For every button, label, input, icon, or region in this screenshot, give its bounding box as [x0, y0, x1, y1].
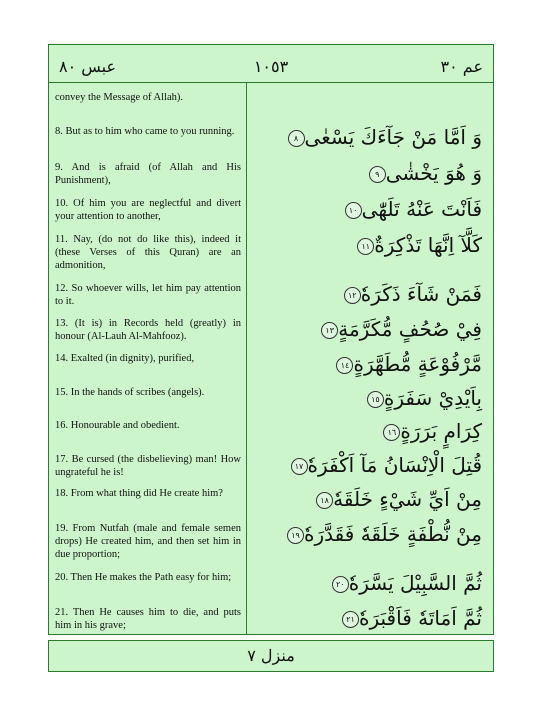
translation-text: 16. Honourable and obedient. — [55, 420, 180, 431]
translation-text: 20. Then He makes the Path easy for him; — [55, 572, 232, 583]
arabic-verse: قُتِلَ الْاِنْسَانُ مَآ اَكْفَرَهٗ١٧ — [254, 453, 482, 477]
translation-text: convey the Message of Allah). — [55, 92, 184, 103]
arabic-verse: فَمَنْ شَآءَ ذَكَرَهٗ١٢ — [254, 282, 482, 306]
ayah-marker-icon: ٩ — [369, 166, 386, 183]
translation-text: 19. From Nutfah (male and female semen drops) He created him, and then set him in due proportion; — [55, 523, 241, 560]
arabic-verse: بِاَيْدِيْ سَفَرَةٍ١٥ — [254, 386, 482, 410]
page-number: ١٠٥٣ — [253, 57, 289, 76]
arabic-verse: مَّرْفُوْعَةٍ مُّطَهَّرَةٍ١٤ — [254, 352, 482, 376]
arabic-verse: مِنْ نُّطْفَةٍ خَلَقَهٗ فَقَدَّرَهٗ١٩ — [254, 522, 482, 546]
ayah-marker-icon: ٢٠ — [332, 576, 349, 593]
column-divider — [246, 83, 247, 635]
arabic-verse: ثُمَّ اَمَاتَهٗ فَاَقْبَرَهٗ٢١ — [254, 606, 482, 630]
ayah-marker-icon: ١٣ — [321, 322, 338, 339]
translation-text: 10. Of him you are neglectful and divert your attention to another, — [55, 198, 241, 222]
translation-text: 15. In the hands of scribes (angels). — [55, 387, 205, 398]
arabic-verse: وَ هُوَ يَخْشٰى٩ — [254, 161, 482, 185]
ayah-marker-icon: ١٦ — [383, 424, 400, 441]
translation-text: 17. Be cursed (the disbelieving) man! How ungrateful he is! — [55, 454, 241, 478]
arabic-verse: وَ اَمَّا مَنْ جَآءَكَ يَسْعٰى٨ — [254, 125, 482, 149]
arabic-verse: فِيْ صُحُفٍ مُّكَرَّمَةٍ١٣ — [254, 317, 482, 341]
arabic-verse: كِرَامٍ بَرَرَةٍ١٦ — [254, 419, 482, 443]
ayah-marker-icon: ١٢ — [344, 287, 361, 304]
translation-text: 18. From what thing did He create him? — [55, 488, 223, 499]
juz-label: عم ٣٠ — [440, 57, 483, 76]
ayah-marker-icon: ٨ — [288, 130, 305, 147]
page-header — [49, 45, 493, 83]
translation-text: 9. And is afraid (of Allah and His Punishment), — [55, 162, 241, 186]
ayah-marker-icon: ١٠ — [345, 202, 362, 219]
translation-text: 8. But as to him who came to you running. — [55, 126, 235, 137]
translation-text: 14. Exalted (in dignity), purified, — [55, 353, 195, 364]
ayah-marker-icon: ٢١ — [342, 611, 359, 628]
surah-label: عبس ٨٠ — [59, 57, 117, 76]
arabic-verse: مِنْ اَيِّ شَيْءٍ خَلَقَهٗ١٨ — [254, 487, 482, 511]
translation-text: 11. Nay, (do not do like this), indeed it (these Verses of this Quran) are an admonition, — [55, 234, 241, 271]
ayah-marker-icon: ١٧ — [291, 458, 308, 475]
translation-text: 13. (It is) in Records held (greatly) in honour (Al-Lauh Al-Mahfooz). — [55, 318, 241, 342]
manzil-footer: منزل ٧ — [48, 640, 494, 672]
ayah-marker-icon: ١٥ — [367, 391, 384, 408]
ayah-marker-icon: ١٩ — [287, 527, 304, 544]
ayah-marker-icon: ١٤ — [336, 357, 353, 374]
arabic-verse: فَاَنْتَ عَنْهُ تَلَهّٰى١٠ — [254, 197, 482, 221]
arabic-verse: ثُمَّ السَّبِيْلَ يَسَّرَهٗ٢٠ — [254, 571, 482, 595]
ayah-marker-icon: ١٨ — [316, 492, 333, 509]
ayah-marker-icon: ١١ — [357, 238, 374, 255]
translation-text: 12. So whoever wills, let him pay attention to it. — [55, 283, 241, 307]
translation-text: 21. Then He causes him to die, and puts him in his grave; — [55, 607, 241, 631]
arabic-verse: كَلَّآ اِنَّهَا تَذْكِرَةٌ١١ — [254, 233, 482, 257]
page-frame — [48, 44, 494, 635]
